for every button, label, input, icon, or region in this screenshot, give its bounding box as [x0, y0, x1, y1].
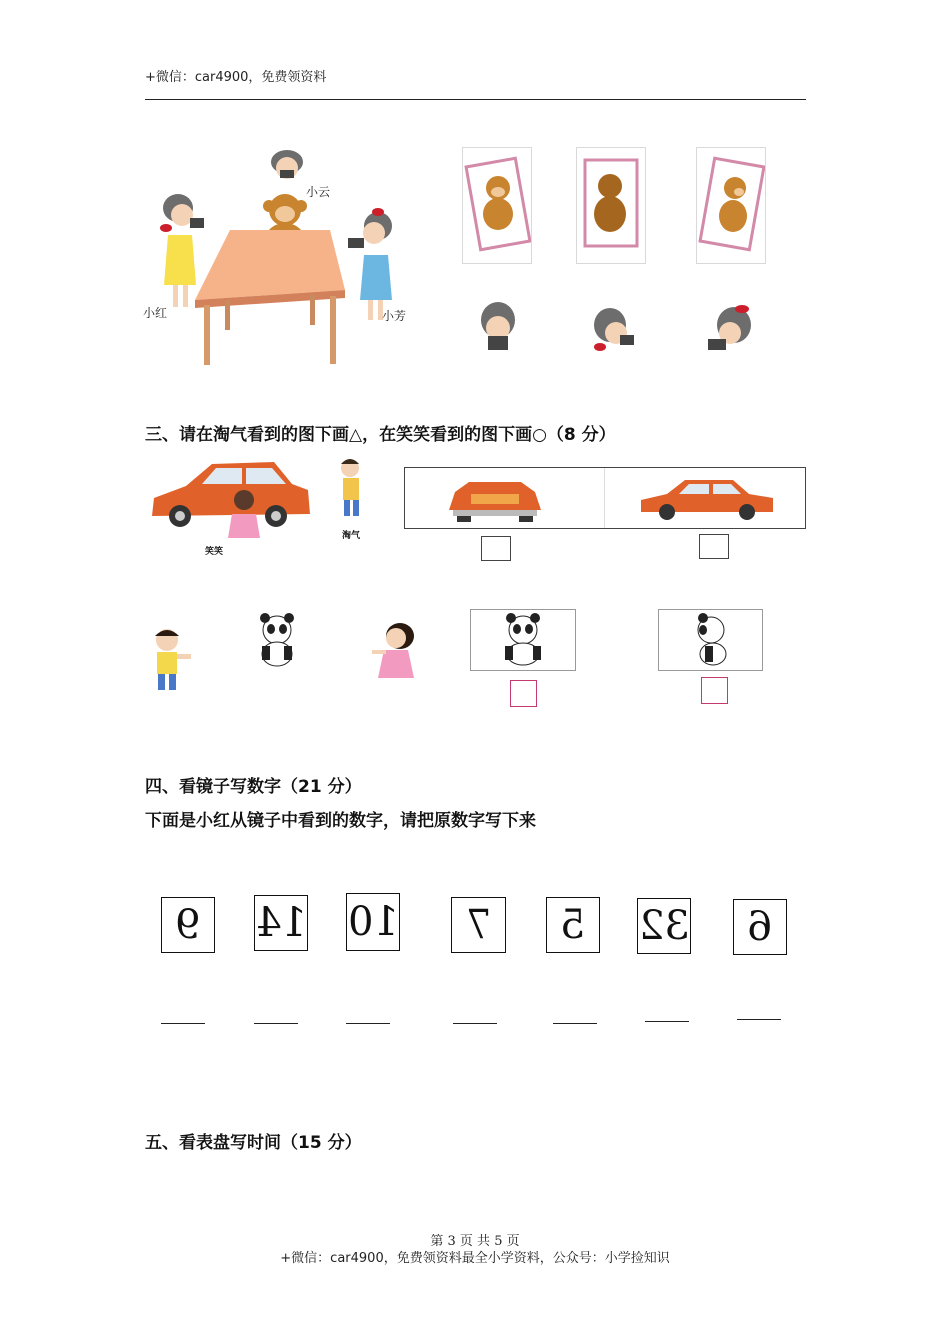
answer-line-1[interactable] — [161, 1023, 205, 1024]
name-label-xiaofang: 小芳 — [382, 309, 407, 323]
header-note: +微信：car4900，免费领资料 — [145, 70, 327, 85]
mirror-number-6: 32 — [638, 903, 690, 949]
car-front-view — [445, 476, 545, 522]
girl-head-xiaofang — [706, 301, 756, 361]
boy-panda-scene-figure — [143, 626, 195, 698]
girl-xiaohong-figure — [160, 194, 204, 307]
answer-box-panda-front[interactable] — [510, 680, 537, 707]
photo-option-1 — [462, 147, 532, 264]
header-divider — [145, 99, 806, 100]
mirror-number-box-3 — [346, 893, 400, 951]
photo-option-3 — [696, 147, 766, 264]
section5-title: 五、看表盘写时间（15 分） — [145, 1133, 362, 1153]
page-number: 第 3 页 共 5 页 — [430, 1234, 520, 1249]
section4-instruction: 下面是小红从镜子中看到的数字，请把原数字写下来 — [145, 811, 536, 831]
car-scene-illustration — [146, 456, 316, 538]
mirror-number-1: 9 — [175, 902, 201, 948]
mirror-number-box-1 — [161, 897, 215, 953]
girl-panda-scene-figure — [368, 620, 420, 690]
mirror-number-7: 6 — [747, 904, 773, 950]
panda-figure — [254, 612, 300, 668]
mirror-number-3: 10 — [347, 899, 399, 945]
boy-taoqi-figure — [330, 456, 370, 526]
footer-note: +微信：car4900，免费领资料最全小学资料，公众号：小学捡知识 — [280, 1251, 670, 1266]
mirror-number-box-5 — [546, 897, 600, 953]
girl-head-xiaohong — [592, 303, 638, 363]
answer-box-panda-side[interactable] — [701, 677, 728, 704]
girl-xiaoyun-figure — [271, 150, 303, 179]
answer-line-3[interactable] — [346, 1023, 390, 1024]
mirror-number-box-7 — [733, 899, 787, 955]
mirror-number-5: 5 — [560, 902, 586, 948]
mirror-number-box-6 — [637, 898, 691, 954]
car-view-divider — [604, 468, 605, 528]
girl-xiaofang-figure — [348, 208, 392, 320]
answer-box-car-side[interactable] — [699, 534, 729, 559]
panda-front-view-option — [470, 609, 576, 671]
mirror-number-2: 14 — [255, 900, 307, 946]
panda-side-view-option — [658, 609, 763, 671]
answer-line-6[interactable] — [645, 1021, 689, 1022]
mirror-number-box-4 — [451, 897, 506, 953]
section3-title: 三、请在淘气看到的图下画△，在笑笑看到的图下画○（8 分） — [145, 425, 616, 445]
car-side-view — [637, 474, 777, 522]
label-xiaoxiao: 笑笑 — [205, 547, 224, 557]
label-taoqi: 淘气 — [342, 531, 361, 541]
answer-line-7[interactable] — [737, 1019, 781, 1020]
answer-box-car-front[interactable] — [481, 536, 511, 561]
name-label-xiaoyun: 小云 — [306, 185, 331, 199]
photo-option-2 — [576, 147, 646, 264]
answer-line-5[interactable] — [553, 1023, 597, 1024]
name-label-xiaohong: 小红 — [143, 306, 168, 320]
table-scene-illustration — [140, 140, 430, 370]
mirror-number-box-2 — [254, 895, 308, 951]
mirror-number-4: 7 — [465, 902, 492, 948]
car-view-options-strip — [404, 467, 806, 529]
answer-line-4[interactable] — [453, 1023, 497, 1024]
girl-head-xiaoyun — [478, 298, 518, 360]
section4-title: 四、看镜子写数字（21 分） — [145, 777, 362, 797]
answer-line-2[interactable] — [254, 1023, 298, 1024]
